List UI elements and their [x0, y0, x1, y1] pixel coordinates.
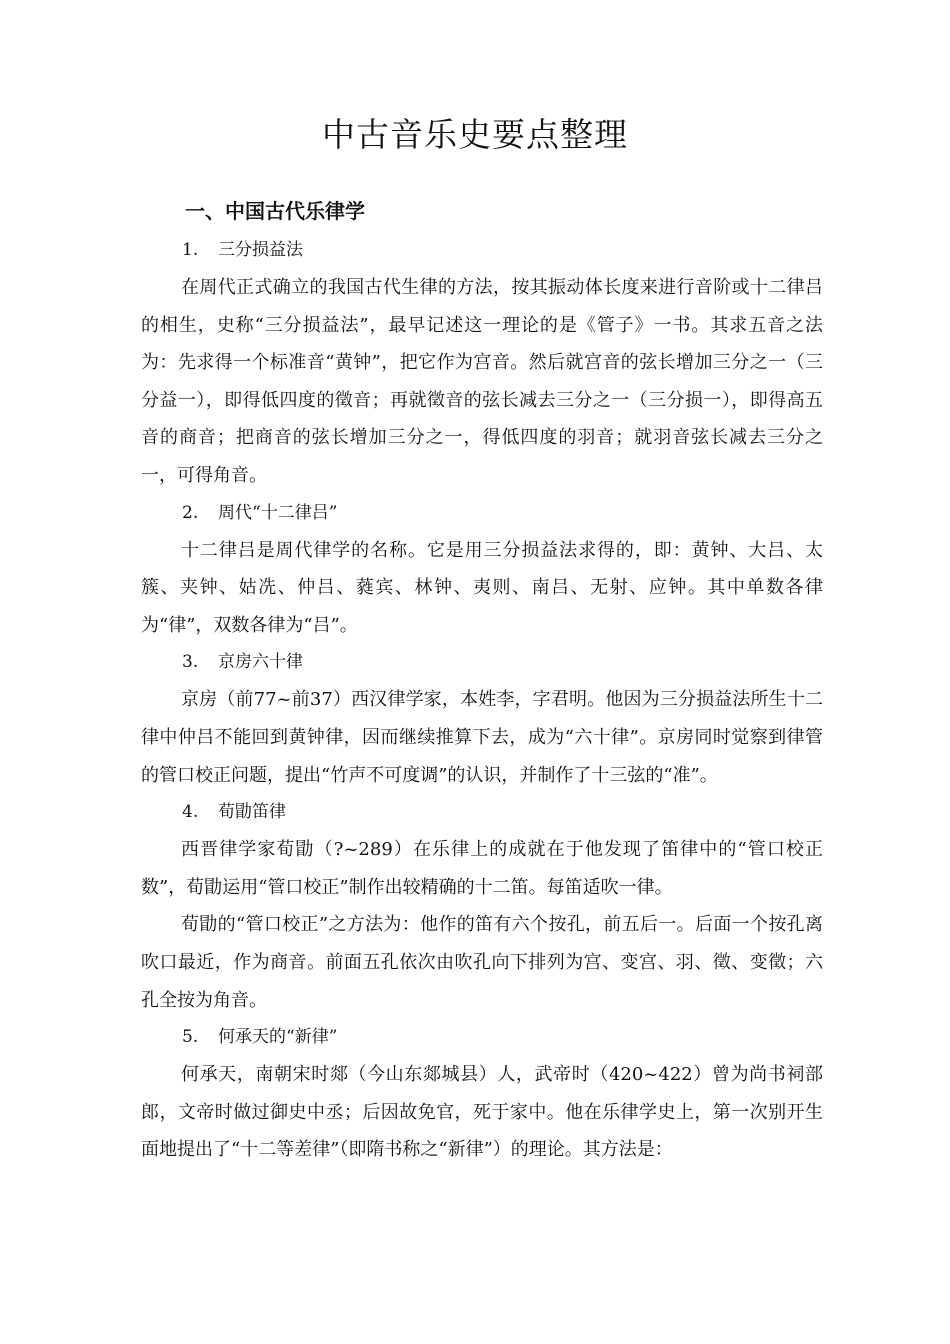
- subsection-number: 5.: [182, 1027, 199, 1048]
- subsection-heading-3: [141, 644, 823, 681]
- paragraph: 何承天，南朝宋时郯（今山东郯城县）人，武帝时（420~422）曾为尚书祠部郎，文帝时做过御史中丞；后因故免官，死于家中。他在乐律学史上，第一次别开生面地提出了“十二等差律”（即隋书称之“新律”）的理论。其方法是：: [141, 1064, 823, 1161]
- subsection-heading-1: [141, 232, 823, 269]
- subsection-title: 荀勖笛律: [218, 802, 286, 823]
- subsection-number: 2.: [182, 502, 199, 523]
- subsection-title: 三分损益法: [218, 240, 303, 260]
- subsection-title: 京房六十律: [218, 652, 303, 673]
- paragraph: 京房（前77~前37）西汉律学家，本姓李，字君明。他因为三分损益法所生十二律中仲吕不能回到黄钟律，因而继续推算下去，成为“六十律”。京房同时觉察到律管的管口校正问题，提出“竹声不可度调”的认识，并制作了十三弦的“准”。: [141, 689, 823, 786]
- subsection-heading-2: [141, 495, 823, 532]
- section-content: [141, 232, 823, 1169]
- paragraph: 十二律吕是周代律学的名称。它是用三分损益法求得的，即：黄钟、大吕、太簇、夹钟、姑冼、仲吕、蕤宾、林钟、夷则、南吕、无射、应钟。其中单数各律为“律”，双数各律为“吕”。: [141, 539, 823, 636]
- section-heading: 一、中国古代乐律学: [185, 199, 365, 223]
- document-title: 中古音乐史要点整理: [322, 115, 628, 154]
- paragraph: 在周代正式确立的我国古代生律的方法，按其振动体长度来进行音阶或十二律吕的相生，史称“三分损益法”，最早记述这一理论的是《管子》一书。其求五音之法为：先求得一个标准音“黄钟”，把它作为宫音。然后就宫音的弦长增加三分之一（三分益一），即得低四度的徵音；再就徵音的弦长减去三分之一（三分损一），即得高五音的商音；把商音的弦长增加三分之一，得低四度的羽音；就羽音弦长减去三分之一，可得角音。: [141, 277, 823, 486]
- subsection-number: 3.: [182, 652, 199, 673]
- subsection-title: 周代“十二律吕”: [218, 502, 338, 523]
- subsection-number: 4.: [182, 802, 199, 823]
- paragraph: 荀勖的“管口校正”之方法为：他作的笛有六个按孔，前五后一。后面一个按孔离吹口最近，作为商音。前面五孔依次由吹孔向下排列为宫、变宫、羽、徵、变徵；六孔全按为角音。: [141, 914, 823, 1011]
- subsection-title: 何承天的“新律”: [218, 1027, 338, 1048]
- paragraph: 西晋律学家荀勖（?~289）在乐律上的成就在于他发现了笛律中的“管口校正数”，荀勖运用“管口校正”制作出较精确的十二笛。每笛适吹一律。: [141, 839, 823, 898]
- subsection-number: 1.: [182, 240, 199, 260]
- subsection-heading-4: [141, 794, 823, 831]
- subsection-heading-5: [141, 1019, 823, 1056]
